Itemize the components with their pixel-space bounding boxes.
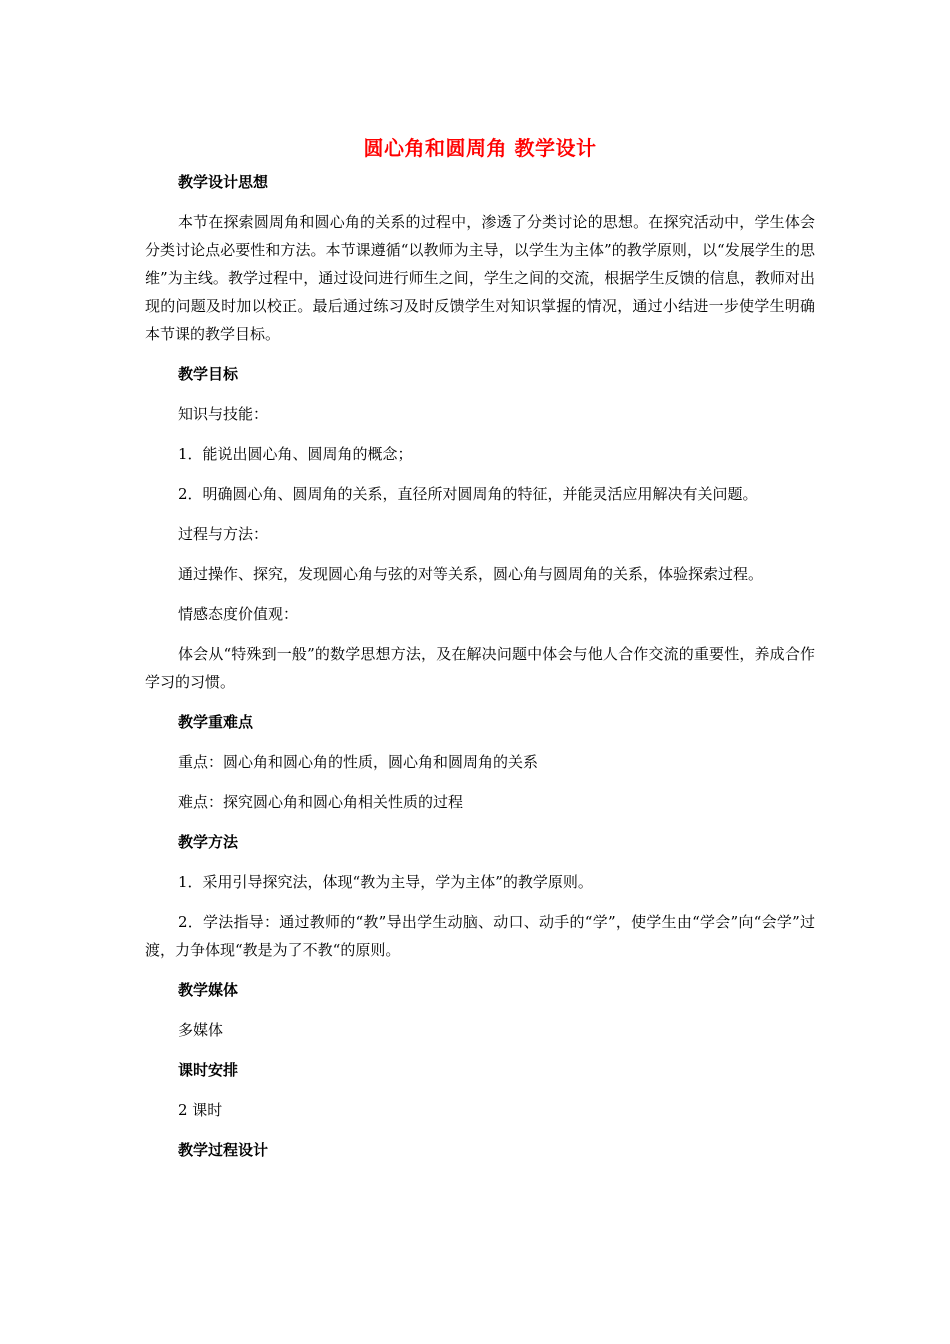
method-item-2: 2．学法指导：通过教师的“教”导出学生动脑、动口、动手的“学”，使学生由“学会”向“会学”过渡，力争体现“教是为了不教“的原则。: [145, 913, 815, 959]
emotion-label: 情感态度价值观：: [178, 605, 299, 623]
heading-key-points: 教学重难点: [178, 713, 254, 731]
heading-design-thought: 教学设计思想: [178, 173, 269, 191]
heading-schedule: 课时安排: [178, 1061, 239, 1079]
media-body: 多媒体: [178, 1021, 224, 1039]
heading-media: 教学媒体: [178, 981, 239, 999]
knowledge-item-2: 2．明确圆心角、圆周角的关系，直径所对圆周角的特征，并能灵活应用解决有关问题。: [178, 485, 758, 503]
key-point: 重点：圆心角和圆心角的性质，圆心角和圆周角的关系: [178, 753, 539, 771]
document-title: 圆心角和圆周角 教学设计: [363, 136, 597, 160]
method-item-1: 1．采用引导探究法，体现“教为主导，学为主体”的教学原则。: [178, 873, 593, 891]
heading-process-design: 教学过程设计: [178, 1141, 269, 1159]
document-page: [145, 130, 815, 1176]
heading-methods: 教学方法: [178, 833, 239, 851]
heading-goals: 教学目标: [178, 365, 239, 383]
design-thought-body: 本节在探索圆周角和圆心角的关系的过程中，渗透了分类讨论的思想。在探究活动中，学生体会分类讨论点必要性和方法。本节课遵循“以教师为主导，以学生为主体”的教学原则，以“发展学生的思维”为主线。教学过程中，通过设问进行师生之间，学生之间的交流，根据学生反馈的信息，教师对出现的问题及时加以校正。最后通过练习及时反馈学生对知识掌握的情况，通过小结进一步使学生明确本节课的教学目标。: [145, 213, 815, 343]
emotion-body: 体会从“特殊到一般”的数学思想方法，及在解决问题中体会与他人合作交流的重要性，养成合作学习的习惯。: [145, 645, 815, 691]
process-label: 过程与方法：: [178, 525, 269, 543]
process-body: 通过操作、探究，发现圆心角与弦的对等关系，圆心角与圆周角的关系，体验探索过程。: [178, 565, 764, 583]
difficulty-point: 难点：探究圆心角和圆心角相关性质的过程: [178, 793, 464, 811]
schedule-body: 2 课时: [178, 1101, 223, 1119]
knowledge-item-1: 1．能说出圆心角、圆周角的概念；: [178, 445, 413, 463]
knowledge-label: 知识与技能：: [178, 405, 269, 423]
